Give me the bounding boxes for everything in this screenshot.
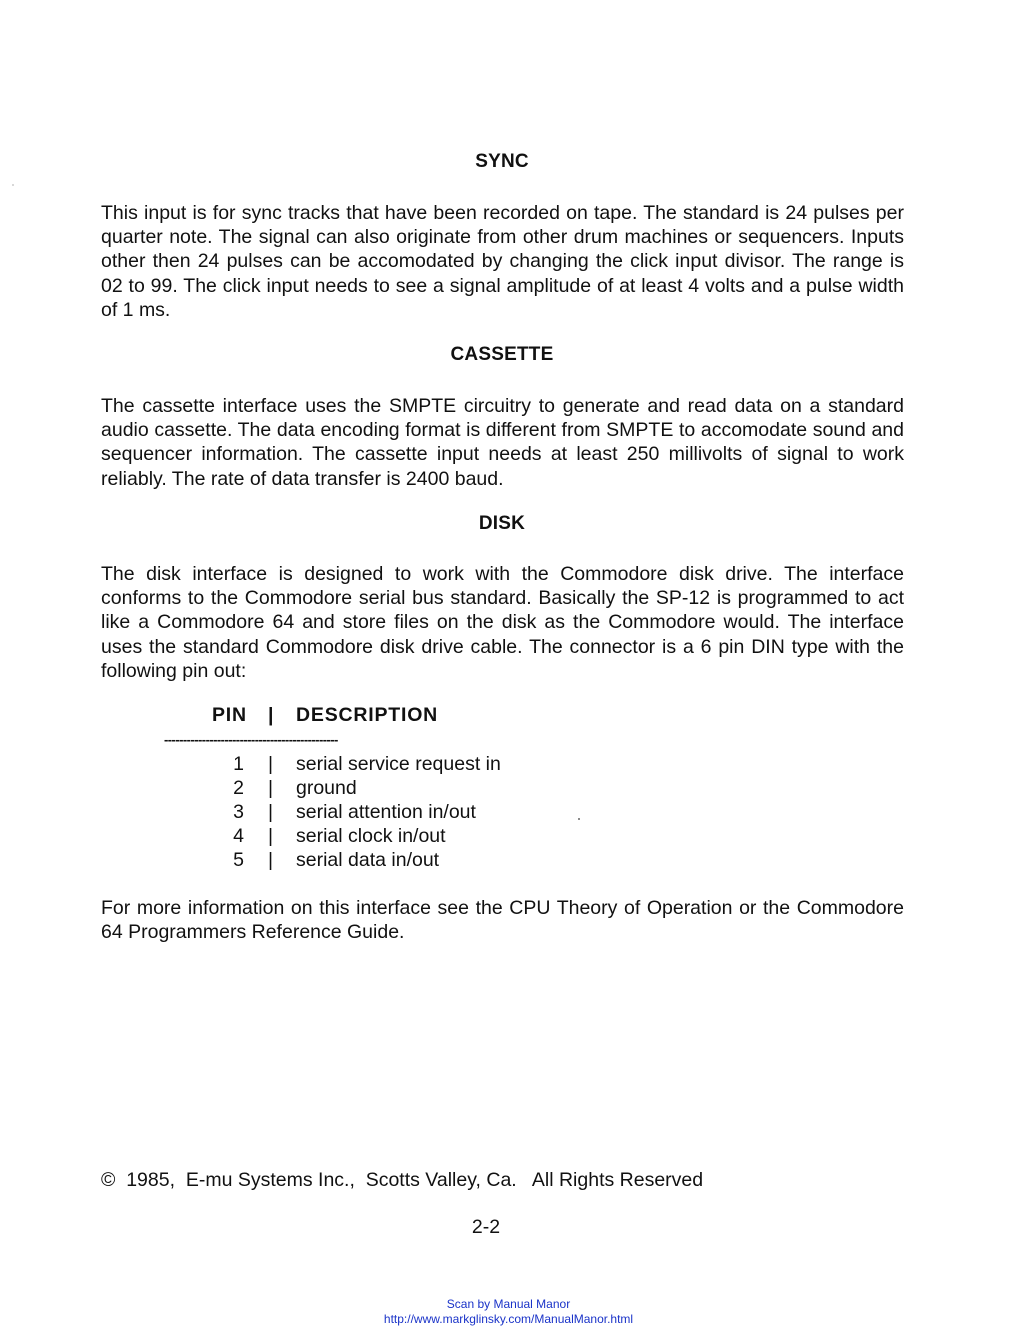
pin-description: serial service request in (296, 753, 501, 775)
pin-description: ground (296, 777, 357, 799)
scan-credit (0, 1297, 1017, 1327)
scan-speck (578, 818, 580, 820)
table-divider: ---------------------------------------------- (164, 732, 338, 747)
disk-paragraph: The disk interface is designed to work with the Commodore disk drive. The interface conforms to the Commodore serial bus standard. Basically the SP-12 is programmed to act like a Commodore 64 and store files on the disk as the Commodore would. The interface uses the standard Commodore disk drive cable. The connector is a 6 pin DIN type with the following pin out: (101, 563, 904, 682)
row-separator: | (268, 753, 274, 775)
pin-number: 2 (233, 777, 244, 799)
row-separator: | (268, 801, 274, 823)
scan-credit-label: Scan by Manual Manor (446, 1297, 571, 1311)
pin-description: serial clock in/out (296, 825, 446, 847)
description-column-header: DESCRIPTION (296, 704, 439, 726)
disk-heading: DISK (478, 513, 526, 534)
scan-credit-link[interactable]: http://www.markglinsky.com/ManualManor.html (383, 1312, 634, 1326)
cassette-paragraph: The cassette interface uses the SMPTE circuitry to generate and read data on a standard audio cassette. The data encoding format is different from SMPTE to accomodate sound and sequencer information. The cassette input needs at least 250 millivolts of signal to work reliably. The rate of data transfer is 2400 baud. (101, 395, 904, 490)
pin-number: 4 (233, 825, 244, 847)
cassette-heading: CASSETTE (450, 344, 554, 365)
pin-number: 5 (233, 849, 244, 871)
header-separator: | (268, 704, 275, 726)
row-separator: | (268, 825, 274, 847)
pin-number: 1 (233, 753, 244, 775)
page-number: 2-2 (471, 1216, 501, 1238)
pin-number: 3 (233, 801, 244, 823)
closing-paragraph: For more information on this interface see the CPU Theory of Operation or the Commodore 64 Programmers Reference Guide. (101, 897, 904, 944)
pin-column-header: PIN (212, 704, 247, 726)
row-separator: | (268, 777, 274, 799)
scan-speck (12, 184, 14, 186)
sync-paragraph: This input is for sync tracks that have been recorded on tape. The standard is 24 pulses per quarter note. The signal can also originate from other drum machines or sequencers. Inputs other then 24 pulses can be accomodated by changing the click input divisor. The range is 02 to 99. The click input needs to see a signal amplitude of at least 4 volts and a pulse width of 1 ms. (101, 202, 904, 321)
pin-description: serial data in/out (296, 849, 440, 871)
copyright-notice: © 1985, E-mu Systems Inc., Scotts Valley, Ca. All Rights Reserved (101, 1169, 704, 1191)
pin-description: serial attention in/out (296, 801, 476, 823)
row-separator: | (268, 849, 274, 871)
sync-heading: SYNC (475, 151, 529, 172)
